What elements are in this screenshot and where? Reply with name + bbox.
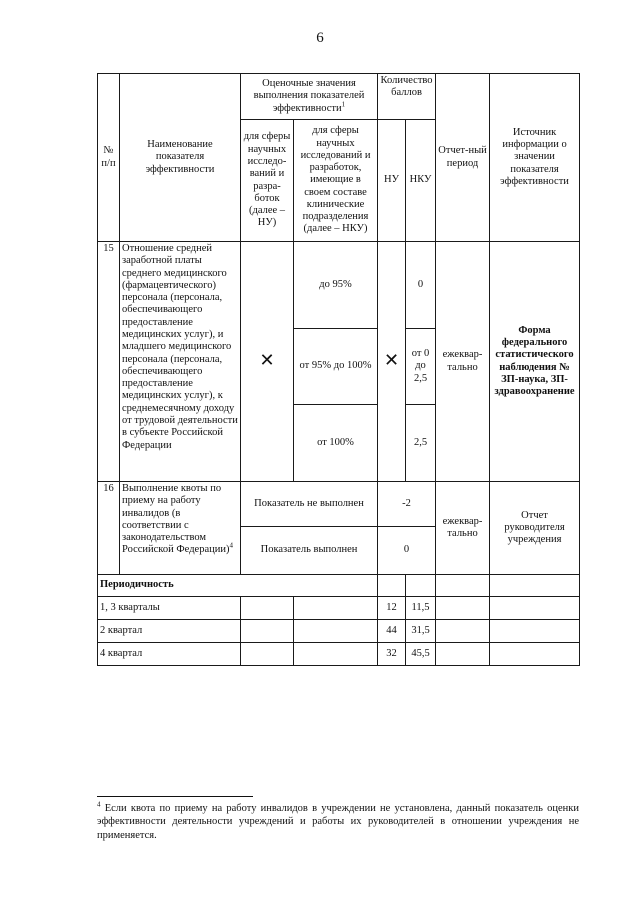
row15-name: Отношение средней заработной платы среднего медицинского (фармацевтического) персонала (персонала, обеспечивающего предоставление медицинских услуг), и младшего медицинского персонала (персонала, обеспечивающего предоставление медицинских услуг), к среднемесячному доходу от трудовой деятельности в субъекте Российской Федерации xyxy=(120,242,241,482)
cross-icon: ✕ xyxy=(259,350,275,372)
row16-points-1: -2 xyxy=(378,482,436,527)
row15-nku-points-3: 2,5 xyxy=(406,405,436,482)
empty-cell xyxy=(294,597,378,620)
empty-cell xyxy=(490,643,580,666)
table-row-16 xyxy=(98,482,580,527)
periodicity-nku: 31,5 xyxy=(406,620,436,643)
header-scores-group-text: Оценочные значения выполнения показателей эффективности xyxy=(253,78,365,114)
footnote-text: Если квота по приему на работу инвалидов в учреждении не установлена, данный показатель оценки эффективности деятельности учреждений и работы их руководителей в отношении учреждения не применяется. xyxy=(97,803,580,841)
row15-nku-value-3: от 100% xyxy=(294,405,378,482)
row15-nku-points-1: 0 xyxy=(406,242,436,329)
header-scores-group xyxy=(241,74,378,120)
row16-value-1: Показатель не выполнен xyxy=(241,482,378,527)
row16-name xyxy=(120,482,241,575)
footnote-divider xyxy=(97,796,253,797)
footnote-ref-4: 4 xyxy=(229,541,233,550)
empty-cell xyxy=(406,575,436,597)
header-nu-desc: для сферы научных исследо-ваний и разра-боток (далее – НУ) xyxy=(241,120,294,242)
table-row-15 xyxy=(98,242,580,329)
empty-cell xyxy=(241,620,294,643)
periodicity-nu: 44 xyxy=(378,620,406,643)
page-number: 6 xyxy=(316,30,324,46)
footnote-marker: 4 xyxy=(97,800,101,809)
empty-cell xyxy=(294,643,378,666)
row16-source: Отчет руководителя учреждения xyxy=(490,482,580,575)
row15-nku-value-1: до 95% xyxy=(294,242,378,329)
periodicity-row xyxy=(98,643,580,666)
header-nku-desc: для сферы научных исследований и разработок, имеющие в своем составе клинические подразделения (далее – НКУ) xyxy=(294,120,378,242)
empty-cell xyxy=(436,597,490,620)
row15-source: Форма федерального статистического наблюдения № ЗП-наука, ЗП-здравоохранение xyxy=(490,242,580,482)
periodicity-row xyxy=(98,620,580,643)
header-source: Источник информации о значении показателя эффективности xyxy=(490,74,580,242)
row16-points-2: 0 xyxy=(378,527,436,575)
header-name: Наименование показателя эффективности xyxy=(120,74,241,242)
empty-cell xyxy=(294,620,378,643)
row16-num: 16 xyxy=(98,482,120,575)
row15-nku-value-2: от 95% до 100% xyxy=(294,329,378,405)
periodicity-title-row xyxy=(98,575,580,597)
cross-icon: ✕ xyxy=(383,350,400,372)
empty-cell xyxy=(241,643,294,666)
footnote-ref-1: 1 xyxy=(341,100,346,109)
header-nku: НКУ xyxy=(406,120,436,242)
periodicity-label: 1, 3 кварталы xyxy=(98,597,241,620)
empty-cell xyxy=(436,620,490,643)
footnote xyxy=(97,802,579,842)
row16-name-text: Выполнение квоты по приему на работу инвалидов (в соответствии с законодательством Российской Федерации) xyxy=(122,483,230,556)
periodicity-label: 2 квартал xyxy=(98,620,241,643)
empty-cell xyxy=(436,575,490,597)
empty-cell xyxy=(490,620,580,643)
periodicity-label: 4 квартал xyxy=(98,643,241,666)
row16-period: ежеквар-тально xyxy=(436,482,490,575)
row15-nu-value xyxy=(241,242,294,482)
row16-value-2: Показатель выполнен xyxy=(241,527,378,575)
header-row xyxy=(98,74,580,120)
row15-num: 15 xyxy=(98,242,120,482)
header-period: Отчет-ный период xyxy=(436,74,490,242)
empty-cell xyxy=(490,575,580,597)
empty-cell xyxy=(378,575,406,597)
row15-nu-points xyxy=(378,242,406,482)
efficiency-indicators-table xyxy=(97,73,580,666)
header-points-group: Количество баллов xyxy=(378,74,436,120)
periodicity-nku: 45,5 xyxy=(406,643,436,666)
periodicity-nku: 11,5 xyxy=(406,597,436,620)
periodicity-nu: 32 xyxy=(378,643,406,666)
header-nu: НУ xyxy=(378,120,406,242)
empty-cell xyxy=(241,597,294,620)
empty-cell xyxy=(490,597,580,620)
row15-period: ежеквар-тально xyxy=(436,242,490,482)
periodicity-title: Периодичность xyxy=(98,575,378,597)
row15-nku-points-2: от 0 до 2,5 xyxy=(406,329,436,405)
periodicity-row xyxy=(98,597,580,620)
header-num: № п/п xyxy=(98,74,120,242)
periodicity-nu: 12 xyxy=(378,597,406,620)
empty-cell xyxy=(436,643,490,666)
